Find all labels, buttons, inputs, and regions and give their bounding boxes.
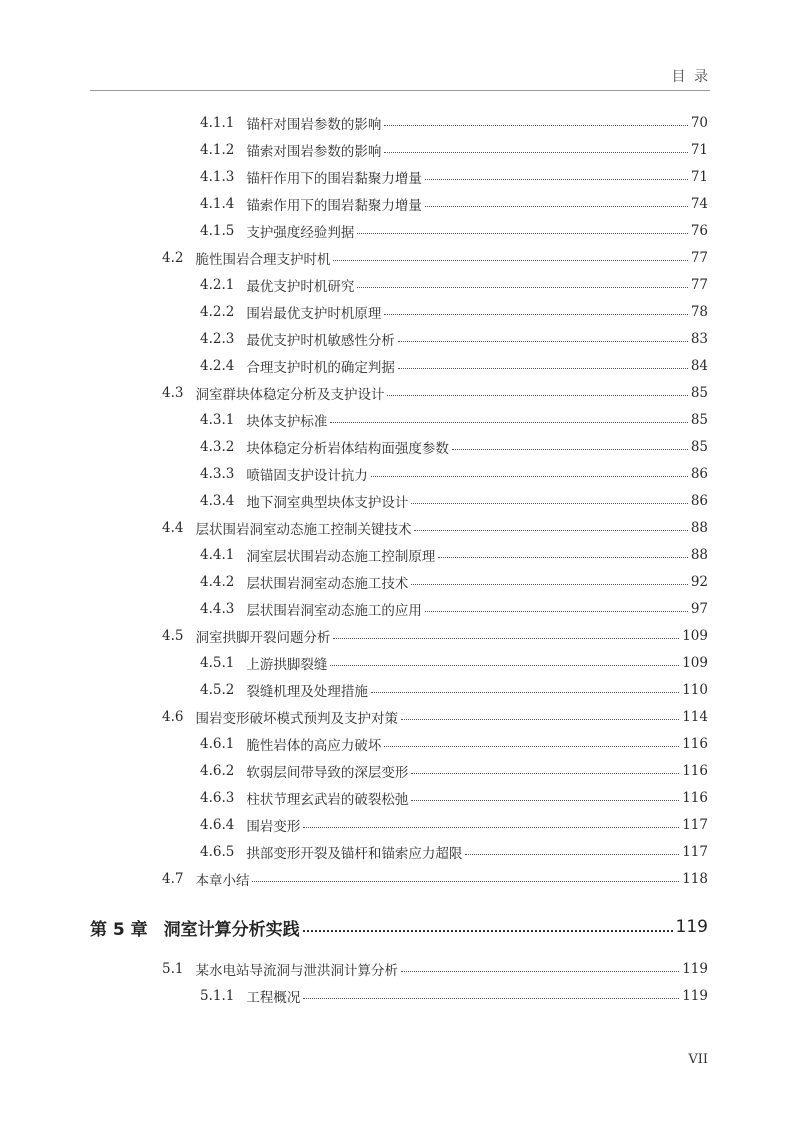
toc-entry-page: 116: [682, 735, 708, 752]
dot-leader: [303, 930, 673, 932]
toc-entry-title: 上游拱脚裂缝: [246, 656, 328, 673]
toc-entry-number: 4.1.3: [200, 168, 235, 185]
toc-entry-number: 4.5: [162, 627, 184, 644]
toc-entry-page: 116: [682, 789, 708, 806]
dot-leader: [411, 800, 679, 801]
toc-entry-title: 层状围岩洞室动态施工的应用: [246, 602, 422, 619]
toc-entry-page: 118: [682, 870, 708, 887]
header-rule: [90, 90, 710, 91]
toc-entry-title: 锚索对围岩参数的影响: [246, 143, 382, 160]
toc-subsection-entry: [200, 271, 708, 298]
dot-leader: [357, 233, 687, 234]
toc-entry-title: 洞室拱脚开裂问题分析: [195, 629, 331, 646]
dot-leader: [398, 341, 688, 342]
toc-entry-title: 锚杆作用下的围岩黏聚力增量: [246, 170, 422, 187]
toc-entry-page: 110: [682, 681, 708, 698]
toc-subsection-entry: [200, 649, 708, 676]
toc-entry-title: 块体支护标准: [246, 413, 328, 430]
dot-leader: [425, 611, 688, 612]
dot-leader: [398, 368, 688, 369]
toc-entry-number: 4.4.2: [200, 573, 235, 590]
dot-leader: [384, 746, 679, 747]
toc-entry-page: 117: [682, 816, 708, 833]
toc-section-entry: [162, 514, 708, 541]
dot-leader: [371, 476, 688, 477]
toc-section-entry: [162, 703, 708, 730]
toc-section-entry: [162, 379, 708, 406]
dot-leader: [401, 719, 679, 720]
toc-entry-title: 围岩变形: [246, 818, 301, 835]
toc-entry-number: 4.2: [162, 249, 184, 266]
dot-leader: [411, 503, 687, 504]
toc-entry-page: 116: [682, 762, 708, 779]
dot-leader: [333, 638, 679, 639]
toc-entry-page: 97: [690, 600, 708, 617]
toc-entry-title: 某水电站导流洞与泄洪洞计算分析: [195, 962, 398, 979]
toc-section-entry: [162, 955, 708, 982]
toc-entry-title: 洞室层状围岩动态施工控制原理: [246, 548, 436, 565]
toc-entry-page: 117: [682, 843, 708, 860]
toc-subsection-entry: [200, 676, 708, 703]
toc-entry-page: 77: [690, 276, 708, 293]
toc-entry-title: 围岩最优支护时机原理: [246, 305, 382, 322]
dot-leader: [384, 152, 687, 153]
dot-leader: [411, 773, 679, 774]
toc-section-entry: [162, 622, 708, 649]
toc-entry-number: 4.1.4: [200, 195, 235, 212]
toc-subsection-entry: [200, 136, 708, 163]
toc-entry-number: 4.6.2: [200, 762, 235, 779]
toc-entry-number: 4.1.1: [200, 114, 235, 131]
toc-entry-number: 4.6.1: [200, 735, 235, 752]
toc-entry-page: 119: [682, 987, 708, 1004]
toc-subsection-entry: [200, 433, 708, 460]
toc-entry-page: 85: [690, 411, 708, 428]
toc-entry-title: 支护强度经验判据: [246, 224, 355, 241]
toc-entry-page: 71: [690, 141, 708, 158]
dot-leader: [438, 557, 687, 558]
toc-subsection-entry: [200, 811, 708, 838]
toc-entry-number: 4.3.4: [200, 492, 235, 509]
toc-subsection-entry: [200, 595, 708, 622]
toc-entry-page: 86: [690, 465, 708, 482]
toc-chapter-entry: [90, 907, 708, 947]
toc-entry-number: 4.6: [162, 708, 184, 725]
toc-entry-number: 4.5.1: [200, 654, 235, 671]
toc-subsection-entry: [200, 325, 708, 352]
toc-entry-number: 4.7: [162, 870, 184, 887]
dot-leader: [452, 449, 688, 450]
toc-subsection-entry: [200, 541, 708, 568]
toc-entry-title: 洞室群块体稳定分析及支护设计: [195, 386, 385, 403]
toc-entry-page: 76: [690, 222, 708, 239]
toc-subsection-entry: [200, 109, 708, 136]
toc-entry-number: 4.3.1: [200, 411, 235, 428]
toc-entry-page: 86: [690, 492, 708, 509]
toc-entry-title: 最优支护时机敏感性分析: [246, 332, 395, 349]
toc-entry-number: 4.3.3: [200, 465, 235, 482]
toc-subsection-entry: [200, 460, 708, 487]
toc-entry-title: 柱状节理玄武岩的破裂松弛: [246, 791, 409, 808]
toc-entry-number: 4.4: [162, 519, 184, 536]
toc-entry-number: 5.1: [162, 960, 184, 977]
toc-entry-page: 88: [690, 546, 708, 563]
toc-subsection-entry: [200, 163, 708, 190]
dot-leader: [384, 125, 687, 126]
toc-subsection-entry: [200, 568, 708, 595]
toc-entry-number: 4.4.3: [200, 600, 235, 617]
toc-entry-page: 84: [690, 357, 708, 374]
dot-leader: [465, 854, 679, 855]
toc-entry-number: 4.5.2: [200, 681, 235, 698]
toc-entry-title: 层状围岩洞室动态施工控制关键技术: [195, 521, 412, 538]
toc-entry-number: 第 5 章: [90, 919, 148, 940]
table-of-contents: [0, 109, 800, 1009]
toc-section-entry: [162, 865, 708, 892]
toc-entry-title: 工程概况: [246, 989, 301, 1006]
toc-entry-page: 85: [690, 384, 708, 401]
dot-leader: [330, 422, 687, 423]
toc-entry-number: 4.2.1: [200, 276, 235, 293]
dot-leader: [411, 584, 687, 585]
toc-entry-number: 4.1.2: [200, 141, 235, 158]
toc-entry-page: 78: [690, 303, 708, 320]
toc-entry-title: 软弱层间带导致的深层变形: [246, 764, 409, 781]
toc-section-entry: [162, 244, 708, 271]
dot-leader: [330, 665, 679, 666]
dot-leader: [303, 998, 679, 999]
toc-entry-number: 4.6.3: [200, 789, 235, 806]
toc-subsection-entry: [200, 784, 708, 811]
toc-subsection-entry: [200, 190, 708, 217]
dot-leader: [357, 287, 687, 288]
dot-leader: [333, 260, 687, 261]
toc-entry-title: 洞室计算分析实践: [163, 919, 300, 940]
toc-entry-title: 脆性岩体的高应力破坏: [246, 737, 382, 754]
toc-entry-title: 块体稳定分析岩体结构面强度参数: [246, 440, 449, 457]
toc-entry-title: 层状围岩洞室动态施工技术: [246, 575, 409, 592]
toc-subsection-entry: [200, 838, 708, 865]
toc-entry-title: 拱部变形开裂及锚杆和锚索应力超限: [246, 845, 463, 862]
toc-entry-page: 85: [690, 438, 708, 455]
toc-entry-title: 喷锚固支护设计抗力: [246, 467, 368, 484]
dot-leader: [384, 314, 687, 315]
toc-entry-title: 合理支护时机的确定判据: [246, 359, 395, 376]
toc-entry-page: 71: [690, 168, 708, 185]
toc-entry-page: 109: [682, 654, 708, 671]
toc-entry-number: 4.1.5: [200, 222, 235, 239]
toc-entry-title: 裂缝机理及处理措施: [246, 683, 368, 700]
dot-leader: [414, 530, 687, 531]
toc-entry-number: 4.2.3: [200, 330, 235, 347]
dot-leader: [425, 179, 688, 180]
toc-entry-page: 74: [690, 195, 708, 212]
toc-subsection-entry: [200, 982, 708, 1009]
toc-entry-title: 地下洞室典型块体支护设计: [246, 494, 409, 511]
toc-entry-title: 最优支护时机研究: [246, 278, 355, 295]
toc-entry-number: 4.6.5: [200, 843, 235, 860]
dot-leader: [425, 206, 688, 207]
toc-subsection-entry: [200, 406, 708, 433]
toc-entry-number: 5.1.1: [200, 987, 235, 1004]
running-header-title: 目 录: [671, 69, 710, 85]
toc-entry-number: 4.3.2: [200, 438, 235, 455]
dot-leader: [387, 395, 687, 396]
toc-entry-title: 锚索作用下的围岩黏聚力增量: [246, 197, 422, 214]
toc-entry-page: 83: [690, 330, 708, 347]
dot-leader: [401, 971, 679, 972]
toc-entry-number: 4.3: [162, 384, 184, 401]
toc-entry-title: 围岩变形破坏模式预判及支护对策: [195, 710, 398, 727]
toc-subsection-entry: [200, 352, 708, 379]
toc-entry-page: 92: [690, 573, 708, 590]
toc-entry-number: 4.2.4: [200, 357, 235, 374]
toc-entry-number: 4.4.1: [200, 546, 235, 563]
toc-entry-page: 88: [690, 519, 708, 536]
toc-entry-title: 锚杆对围岩参数的影响: [246, 116, 382, 133]
toc-subsection-entry: [200, 298, 708, 325]
toc-subsection-entry: [200, 730, 708, 757]
toc-entry-page: 119: [682, 960, 708, 977]
toc-entry-page: 77: [690, 249, 708, 266]
toc-entry-page: 109: [682, 627, 708, 644]
dot-leader: [303, 827, 679, 828]
toc-subsection-entry: [200, 487, 708, 514]
toc-entry-number: 4.6.4: [200, 816, 235, 833]
dot-leader: [371, 692, 679, 693]
toc-entry-page: 119: [675, 917, 708, 937]
toc-entry-title: 脆性围岩合理支护时机: [195, 251, 331, 268]
toc-subsection-entry: [200, 217, 708, 244]
toc-entry-page: 70: [690, 114, 708, 131]
toc-entry-title: 本章小结: [195, 872, 250, 889]
toc-entry-page: 114: [682, 708, 708, 725]
toc-entry-number: 4.2.2: [200, 303, 235, 320]
toc-subsection-entry: [200, 757, 708, 784]
dot-leader: [252, 881, 679, 882]
page-number: VII: [688, 1052, 708, 1067]
